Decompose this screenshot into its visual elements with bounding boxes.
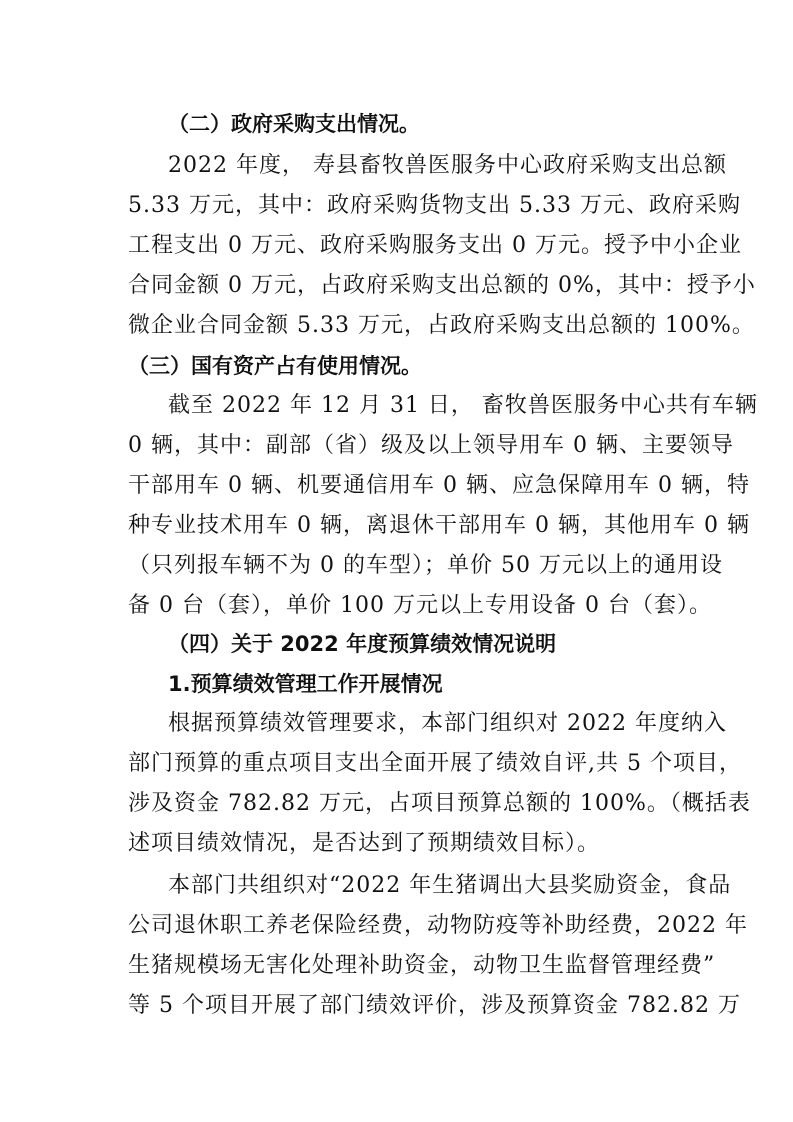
section-heading-gov-procurement: （二）政府采购支出情况。 bbox=[168, 112, 420, 136]
paragraph-line: 生猪规模场无害化处理补助资金，动物卫生监督管理经费” bbox=[128, 953, 716, 978]
paragraph-line: 截至 2022 年 12 月 31 日， 畜牧兽医服务中心共有车辆 bbox=[168, 393, 758, 418]
paragraph-line: 微企业合同金额 5.33 万元，占政府采购支出总额的 100%。 bbox=[128, 313, 755, 338]
paragraph-line: 干部用车 0 辆、机要通信用车 0 辆、应急保障用车 0 辆，特 bbox=[128, 473, 750, 498]
paragraph-line: 备 0 台（套），单价 100 万元以上专用设备 0 台（套）。 bbox=[128, 593, 712, 618]
section-heading-performance: （四）关于 2022 年度预算绩效情况说明 bbox=[168, 632, 557, 656]
paragraph-line: 种专业技术用车 0 辆，离退休干部用车 0 辆，其他用车 0 辆 bbox=[128, 513, 750, 538]
paragraph-line: 2022 年度， 寿县畜牧兽医服务中心政府采购支出总额 bbox=[168, 153, 727, 178]
paragraph-line: 工程支出 0 万元、政府采购服务支出 0 万元。授予中小企业 bbox=[128, 233, 742, 258]
paragraph-line: 等 5 个项目开展了部门绩效评价，涉及预算资金 782.82 万 bbox=[128, 993, 741, 1018]
paragraph-line: 0 辆，其中：副部（省）级及以上领导用车 0 辆、主要领导 bbox=[128, 433, 734, 458]
section-heading-state-assets: （三）国有资产占有使用情况。 bbox=[128, 354, 422, 378]
paragraph-line: 述项目绩效情况，是否达到了预期绩效目标）。 bbox=[128, 831, 601, 856]
paragraph-line: 涉及资金 782.82 万元，占项目预算总额的 100%。（概括表 bbox=[128, 791, 751, 816]
paragraph-line: 公司退休职工养老保险经费，动物防疫等补助经费，2022 年 bbox=[128, 913, 748, 938]
subsection-heading: 1.预算绩效管理工作开展情况 bbox=[168, 672, 443, 696]
paragraph-line: 5.33 万元，其中：政府采购货物支出 5.33 万元、政府采购 bbox=[128, 193, 741, 218]
paragraph-line: （只列报车辆不为 0 的车型）；单价 50 万元以上的通用设 bbox=[128, 553, 723, 578]
paragraph-line: 本部门共组织对“2022 年生猪调出大县奖励资金，食品 bbox=[168, 873, 732, 898]
paragraph-line: 部门预算的重点项目支出全面开展了绩效自评,共 5 个项目， bbox=[128, 751, 742, 776]
paragraph-line: 根据预算绩效管理要求，本部门组织对 2022 年度纳入 bbox=[168, 711, 727, 736]
paragraph-line: 合同金额 0 万元，占政府采购支出总额的 0%，其中：授予小 bbox=[128, 273, 756, 298]
